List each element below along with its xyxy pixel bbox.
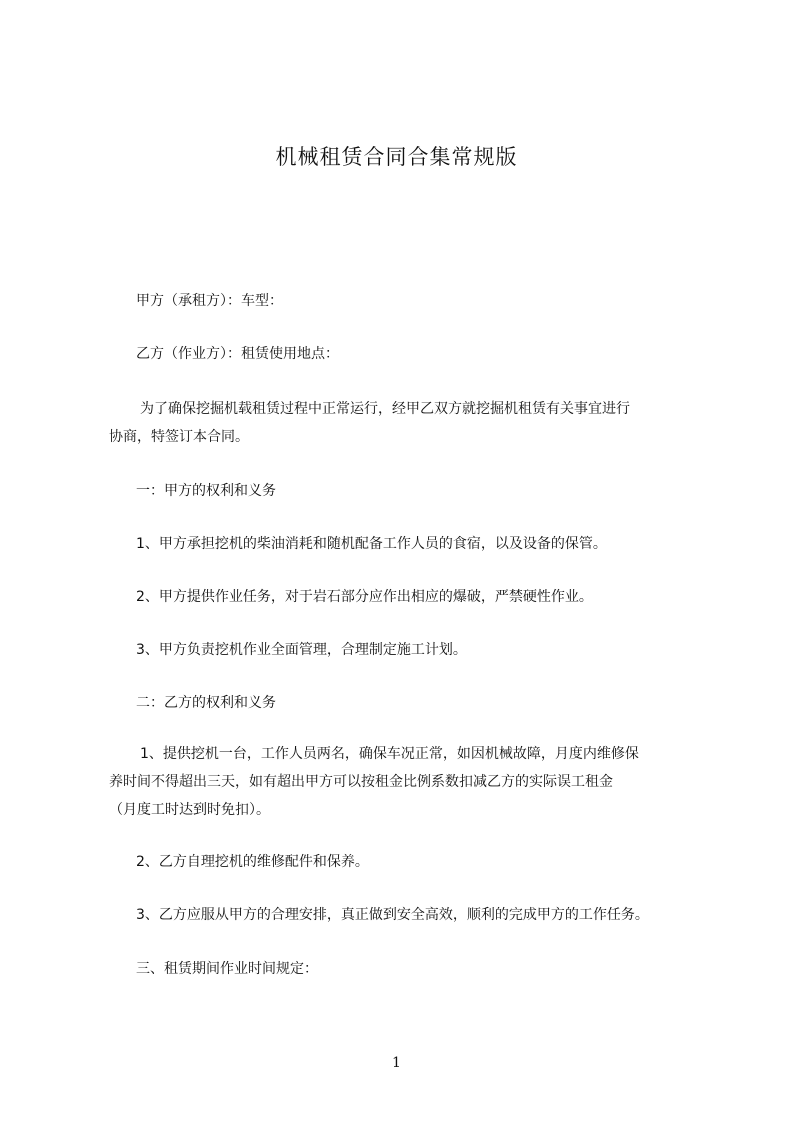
document-title: 机械租赁合同合集常规版 — [275, 145, 518, 169]
section-2-item-3: 3、乙方应服从甲方的合理安排，真正做到安全高效，顺利的完成甲方的工作任务。 — [136, 907, 649, 923]
section-2-item-1-line-1: 1、提供挖机一台，工作人员两名，确保车况正常，如因机械故障，月度内维修保 — [140, 746, 639, 762]
page-number: 1 — [392, 1055, 401, 1071]
section-1-heading: 一：甲方的权利和义务 — [136, 483, 276, 499]
section-2-item-1-line-3: （月度工时达到时免扣）。 — [109, 802, 270, 818]
section-2-heading: 二：乙方的权利和义务 — [136, 695, 276, 711]
section-2-item-2: 2、乙方自理挖机的维修配件和保养。 — [136, 854, 369, 870]
section-1-item-1: 1、甲方承担挖机的柴油消耗和随机配备工作人员的食宿，以及设备的保管。 — [136, 536, 607, 552]
section-1-item-2: 2、甲方提供作业任务，对于岩石部分应作出相应的爆破，严禁硬性作业。 — [136, 589, 593, 605]
party-b-line: 乙方（作业方）：租赁使用地点： — [136, 346, 339, 362]
intro-line-2: 协商，特签订本合同。 — [109, 429, 249, 445]
section-3-heading: 三、租赁期间作业时间规定： — [136, 961, 318, 977]
intro-line-1: 为了确保挖掘机载租赁过程中正常运行，经甲乙双方就挖掘机租赁有关事宜进行 — [140, 401, 630, 417]
section-2-item-1-line-2: 养时间不得超出三天，如有超出甲方可以按租金比例系数扣减乙方的实际误工租金 — [109, 774, 613, 790]
party-a-line: 甲方（承租方）：车型： — [136, 293, 283, 309]
section-1-item-3: 3、甲方负责挖机作业全面管理，合理制定施工计划。 — [136, 642, 467, 658]
